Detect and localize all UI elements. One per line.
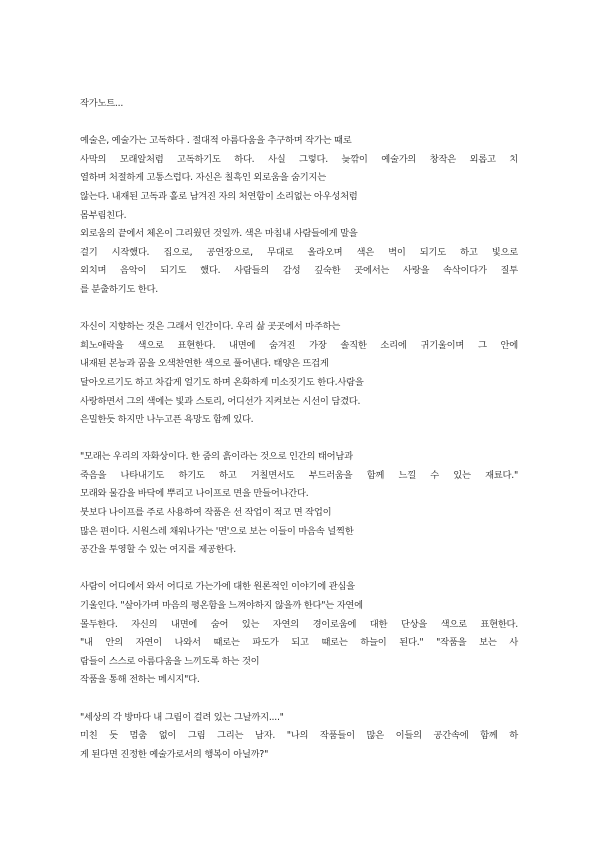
paragraph-line: 공간을 투영할 수 있는 여지를 제공한다.	[80, 544, 236, 556]
quote-line: "내 안의 자연이 나와서 때로는 파도가 되고 때로는 하늘이 된다." "작품을 보는 사	[80, 637, 518, 649]
paragraph-4	[80, 578, 518, 690]
quote-line: "세상의 각 방마다 내 그림이 걸려 있는 그날까지...."	[80, 711, 284, 723]
paragraph-line: 람들이 스스로 아름다움을 느끼도록 하는 것이	[80, 655, 260, 667]
paragraph-2	[80, 318, 518, 430]
paragraph-line: 예술은, 예술가는 고독하다 . 절대적 아름다움을 추구하며 작가는 때로	[80, 135, 352, 147]
paragraph-line: 많은 편이다. 시원스레 채워나가는 '면'으로 보는 이들이 마음속 널찍한	[80, 525, 354, 537]
paragraph-gap	[80, 430, 518, 449]
paragraph-line: 미친 듯 멈춤 없이 그림 그리는 남자. "나의 작품들이 많은 이들의 공간속에 함께 하	[80, 730, 518, 742]
paragraph-1	[80, 132, 518, 299]
paragraph-line: 않는다. 내재된 고독과 홀로 남겨진 자의 처연함이 소리없는 아우성처럼	[80, 190, 358, 202]
page-title: 작가노트...	[80, 98, 124, 109]
paragraph-line: 기울인다. "살아가며 마음의 평온함을 느껴야하지 않을까 한다"는 자연에	[80, 600, 363, 612]
paragraph-line: 붓보다 나이프를 주로 사용하여 작품은 선 작업이 적고 면 작업이	[80, 507, 332, 519]
paragraph-line: 열하며 처절하게 고통스럽다. 자신은 칠흑인 외로움을 숨기지는	[80, 172, 326, 184]
paragraph-line: 사랑하면서 그의 색에는 빛과 스토리, 어디선가 지켜보는 시선이 담겼다.	[80, 395, 361, 407]
paragraph-gap	[80, 114, 518, 133]
paragraph-line: 사람이 어디에서 와서 어디로 가는가에 대한 원론적인 이야기에 관심을	[80, 581, 355, 593]
paragraph-line: 은밀한듯 하지만 나누고픈 욕망도 함께 있다.	[80, 414, 254, 426]
paragraph-line: 외로움의 끝에서 체온이 그리웠던 것일까. 색은 마침내 사람들에게 말을	[80, 228, 358, 240]
paragraph-line: 내재된 본능과 꿈을 오색찬연한 색으로 풀어낸다. 태양은 뜨겁게	[80, 358, 329, 370]
artist-note-body	[80, 95, 518, 764]
paragraph-5	[80, 709, 518, 765]
paragraph-line: 희노애락을 색으로 표현한다. 내면에 숨겨진 가장 솔직한 소리에 귀기울이며 그 안에	[80, 339, 518, 351]
paragraph-line: 사막의 모래알처럼 고독하기도 하다. 사실 그렇다. 늦깎이 예술가의 창작은 외롭고 치	[80, 153, 518, 165]
paragraph-line: 자신이 지향하는 것은 그래서 인간이다. 우리 삶 곳곳에서 마주하는	[80, 321, 341, 333]
paragraph-3	[80, 448, 518, 560]
paragraph-gap	[80, 690, 518, 709]
paragraph-line: 모래와 물감을 바닥에 뿌리고 나이프로 면을 만들어나간다.	[80, 488, 309, 500]
paragraph-line: 달아오르기도 하고 차갑게 얼기도 하며 온화하게 미소짓기도 한다.사람을	[80, 376, 364, 388]
paragraph-line: 작품을 통해 전하는 메시지"다.	[80, 674, 200, 686]
paragraph-line: 를 분출하기도 한다.	[80, 283, 158, 295]
paragraph-gap	[80, 300, 518, 319]
paragraph-line: 외치며 음악이 되기도 했다. 사람들의 감성 깊숙한 곳에서는 사랑을 속삭이다가 질투	[80, 265, 518, 277]
quote-line: "모래는 우리의 자화상이다. 한 줌의 흙이라는 것으로 인간의 태어남과	[80, 451, 353, 463]
paragraph-line: 걸기 시작했다. 집으로, 공연장으로, 무대로 올라오며 색은 벽이 되기도 하고 빛으로	[80, 246, 518, 258]
paragraph-gap	[80, 560, 518, 579]
paragraph-line: 몰두한다. 자신의 내면에 숨어 있는 자연의 경이로움에 대한 단상을 색으로 표현한다.	[80, 618, 518, 630]
paragraph-line: 몸부림친다.	[80, 209, 127, 221]
quote-line: 죽음을 나타내기도 하기도 하고 거칠면서도 부드러움을 함께 느낄 수 있는 재료다."	[80, 469, 518, 481]
paragraph-line: 게 된다면 진정한 예술가로서의 행복이 아닐까?"	[80, 748, 269, 760]
